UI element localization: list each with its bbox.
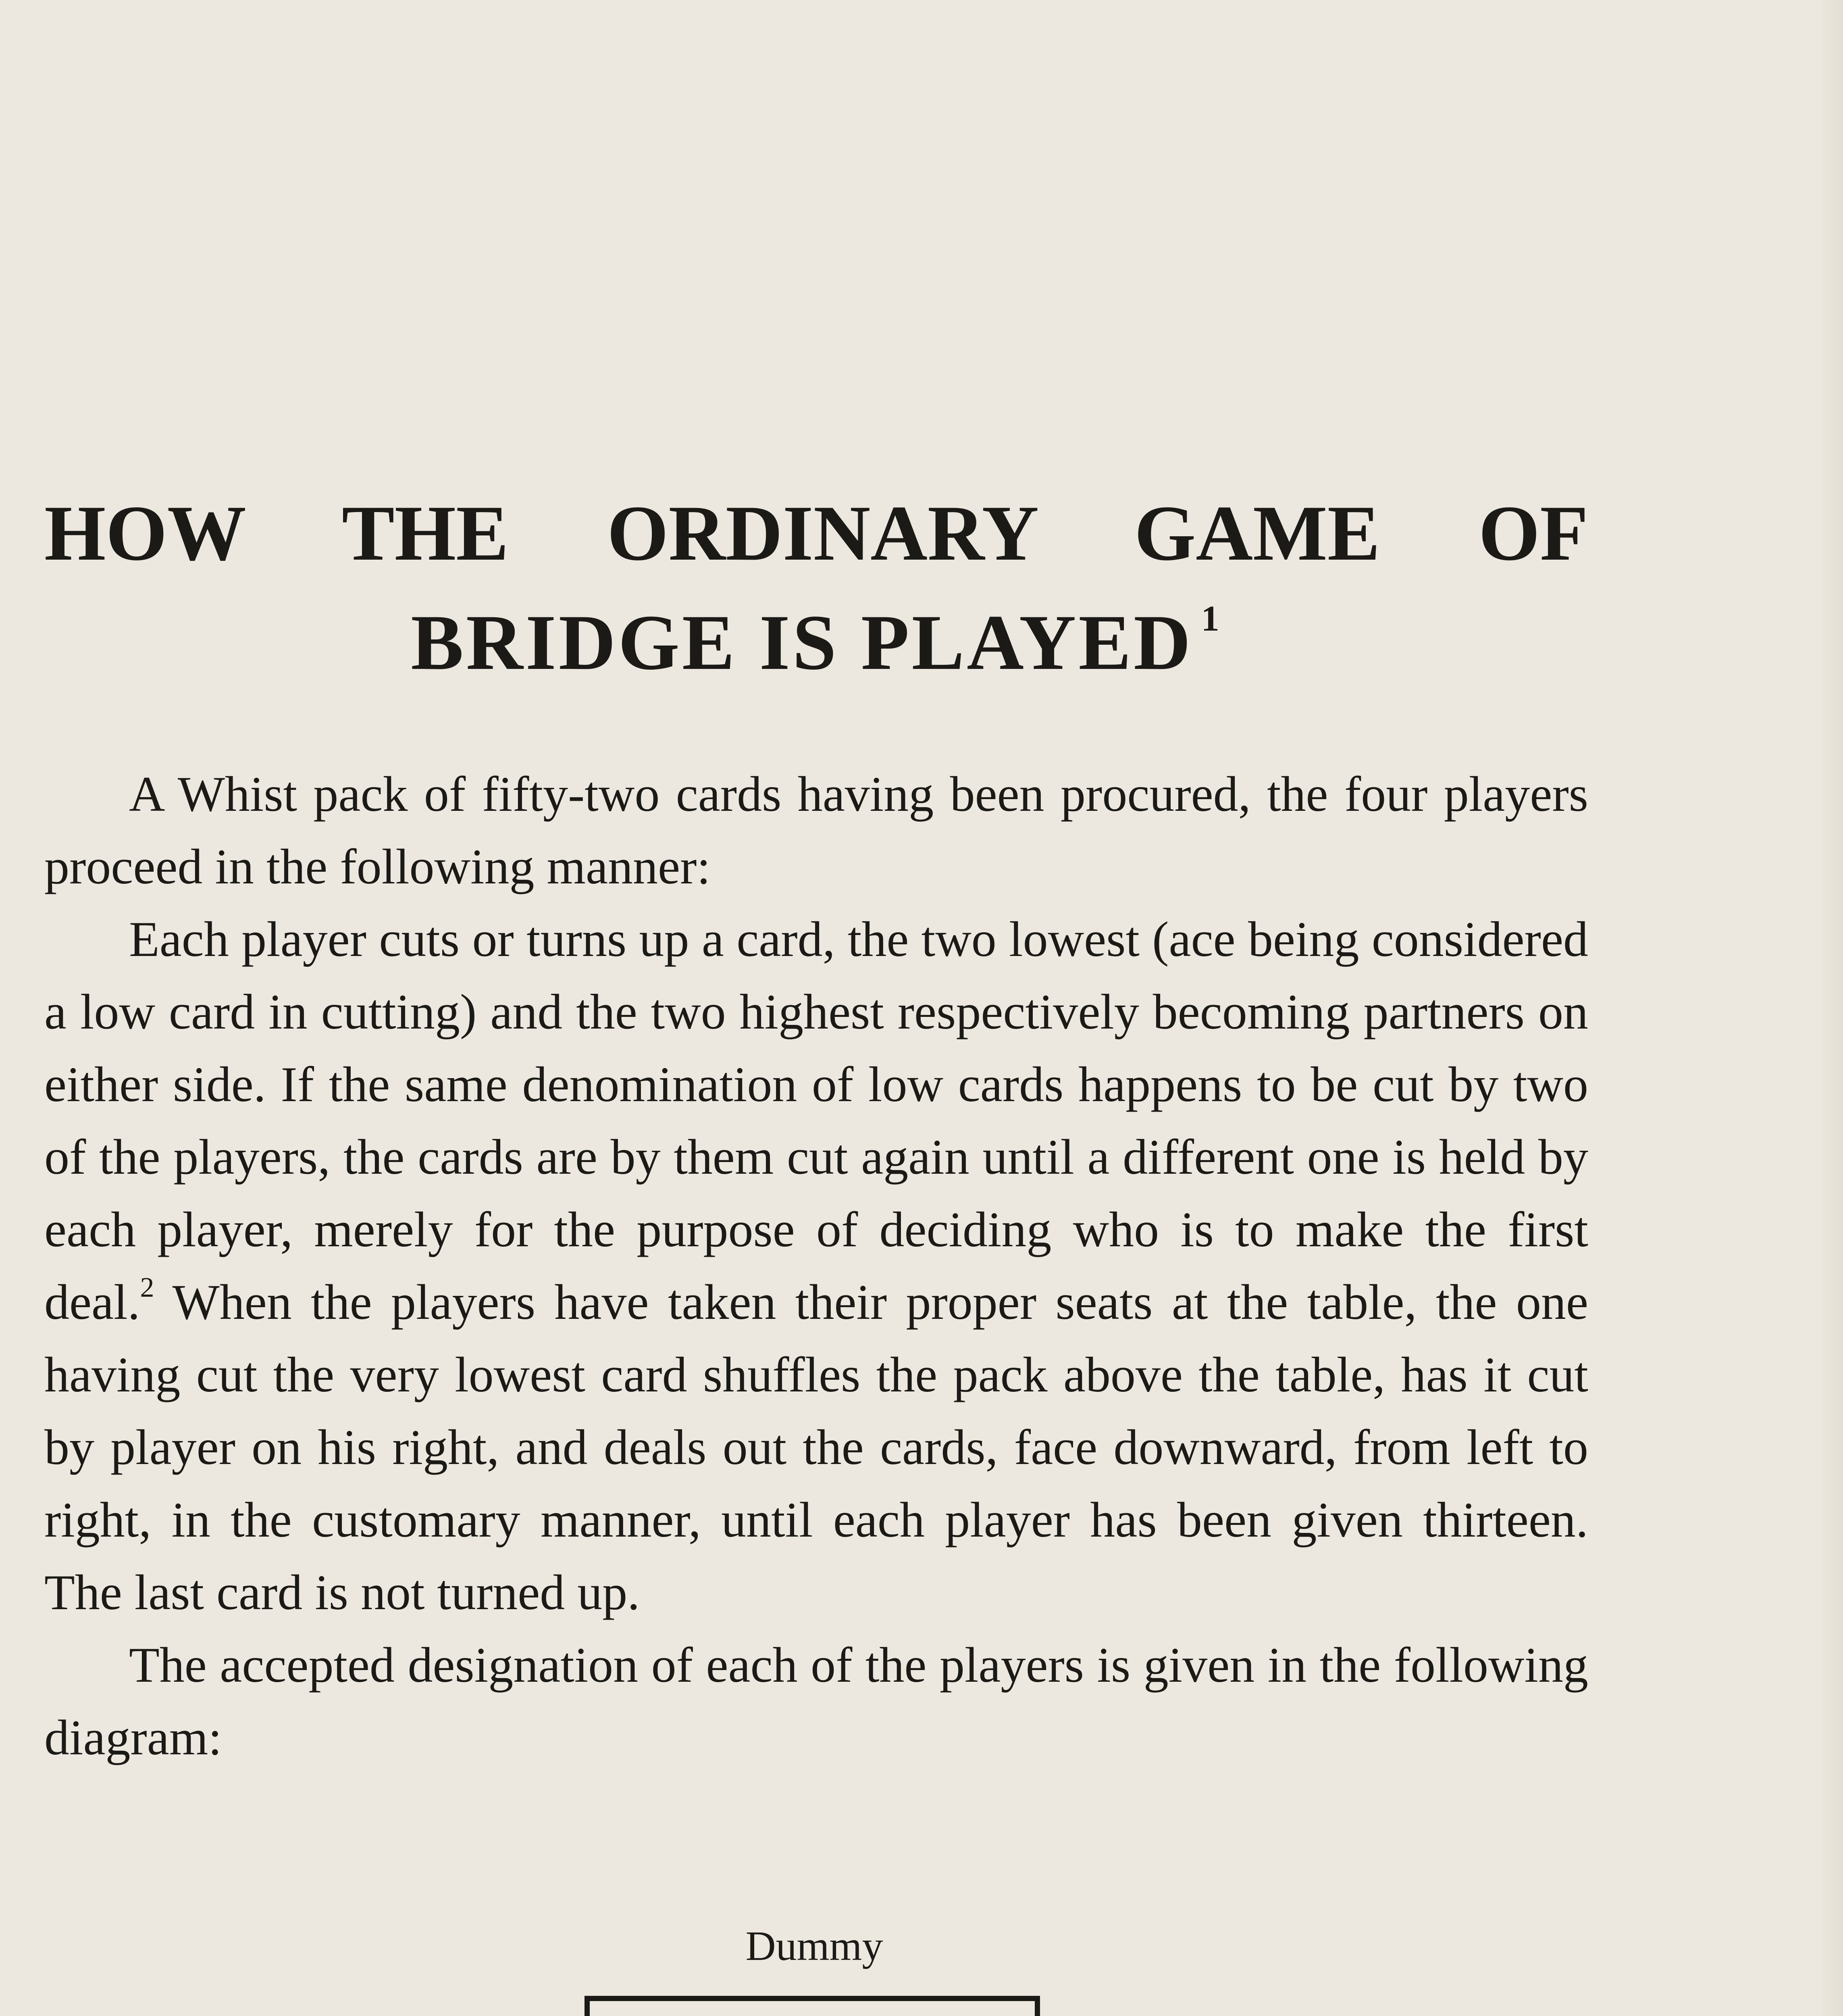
label-dummy: Dummy (745, 1923, 883, 1969)
footnote-ref-2: 2 (140, 1272, 154, 1303)
body-text (44, 758, 1588, 1774)
chapter-title-line-1: HOW THE ORDINARY GAME OF (44, 489, 1588, 577)
paragraph-2-part-b: When the players have taken their proper seats at the table, the one having cut the very lowest card shuffles the pack above the table, has it cut by player on his right, and deals out the cards, face downward, from left to right, in the customary manner, until each player has been given thirteen. The last card is not turned up. (44, 1275, 1588, 1620)
paragraph-3: The accepted designation of each of the players is given in the following diagram: (44, 1637, 1588, 1765)
chapter-title-line-2 (44, 599, 1588, 686)
paragraph-2 (44, 903, 1588, 1629)
card-table-square (585, 1996, 1040, 2016)
footnote-ref-1: 1 (1201, 599, 1222, 639)
page-edge (1819, 0, 1843, 2016)
paragraph-2-part-a: Each player cuts or turns up a card, the two lowest (ace being considered a low card in cutting) and the two highest respectively becoming partners on either side. If the same denomination of low cards happens to be cut by two of the players, the cards are by them cut again until a different one is held by each player, merely for the purpose of deciding who is to make the first deal. (44, 912, 1588, 1330)
chapter-title-text: BRIDGE IS PLAYED (411, 599, 1193, 686)
paragraph-1: A Whist pack of fifty-two cards having been procured, the four players proceed in the following manner: (44, 766, 1588, 894)
